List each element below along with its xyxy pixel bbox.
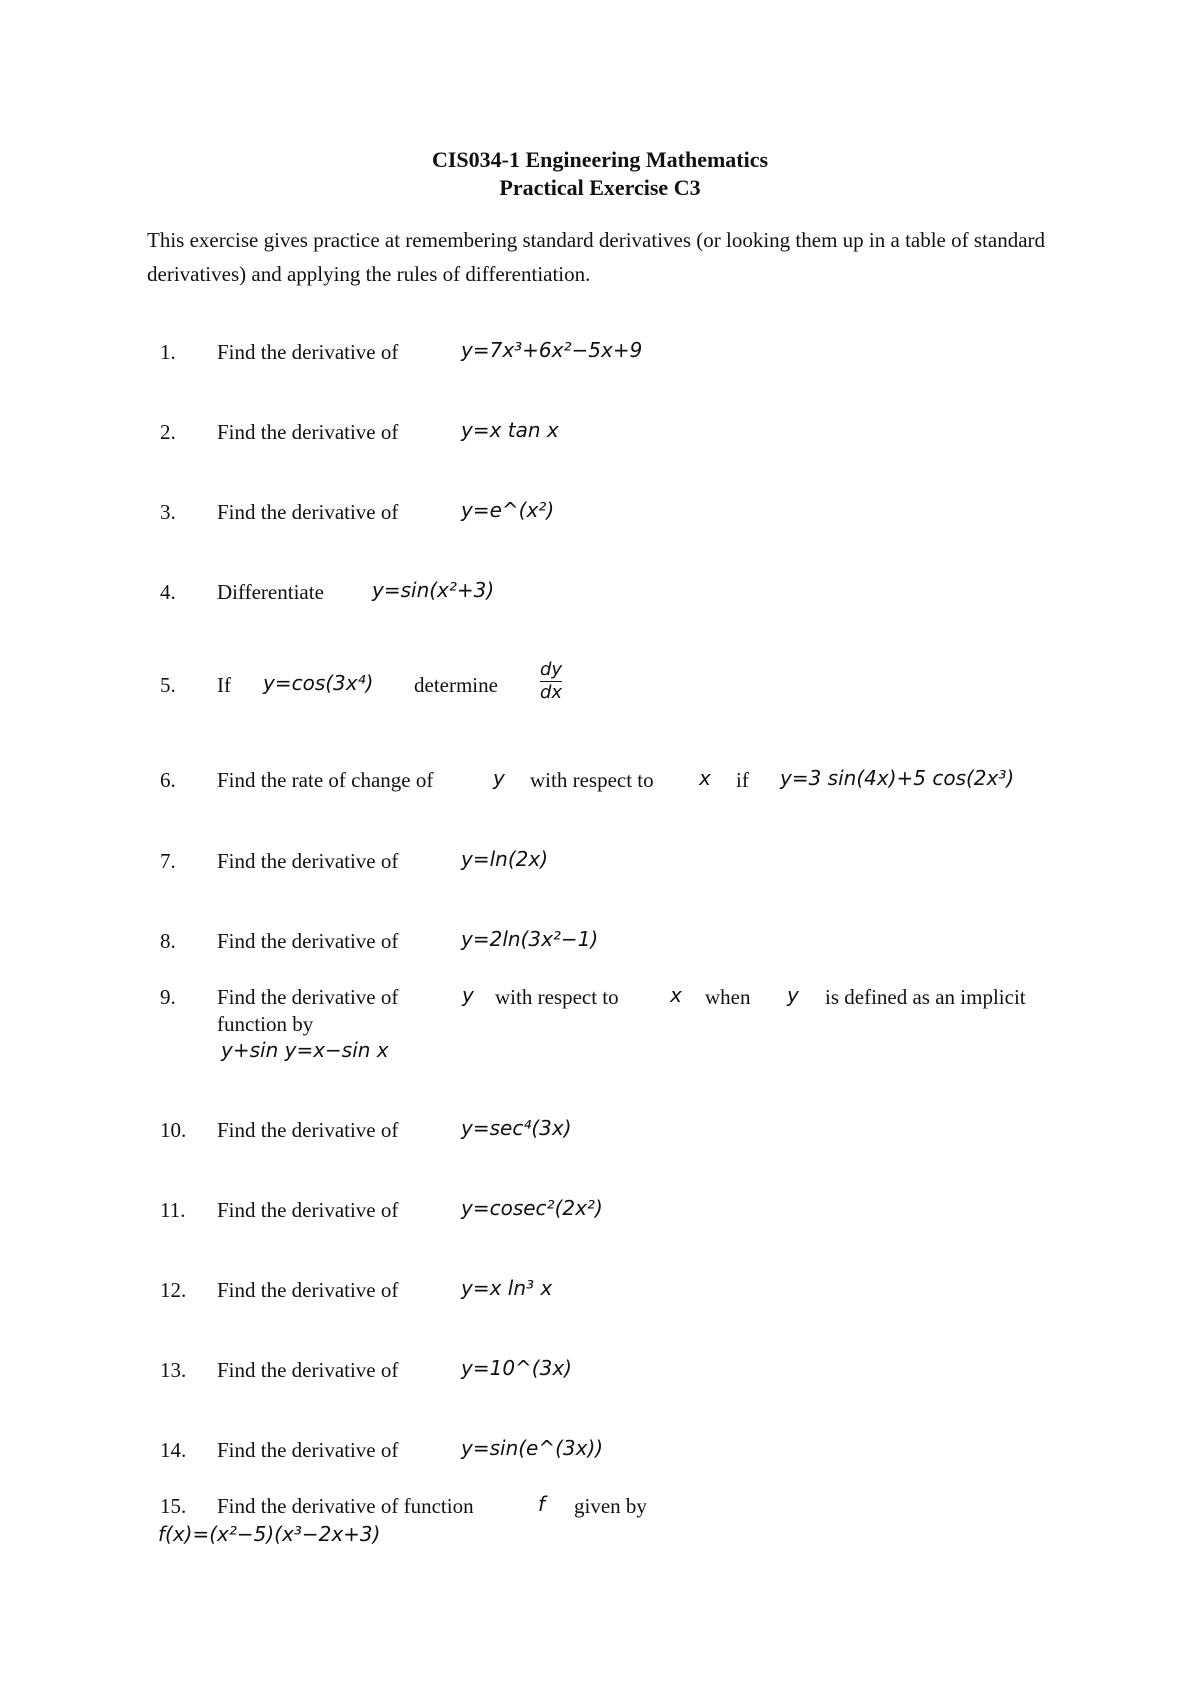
question-text: Find the derivative of bbox=[217, 849, 399, 873]
question-expression: y=sin(x²+3) bbox=[372, 578, 495, 602]
exercise-title: Practical Exercise C3 bbox=[499, 175, 701, 200]
question-9-line-2: function by bbox=[217, 1012, 314, 1036]
question-text: Find the derivative of bbox=[217, 1198, 399, 1222]
question-variable: y bbox=[787, 983, 799, 1007]
question-text: Find the derivative of bbox=[217, 1438, 399, 1462]
question-expression: y=cosec²(2x²) bbox=[461, 1196, 603, 1220]
question-number: 11. bbox=[160, 1198, 186, 1222]
question-number: 6. bbox=[160, 768, 176, 792]
question-text: Find the derivative of bbox=[217, 1358, 399, 1382]
question-number: 2. bbox=[160, 420, 176, 444]
question-variable: x bbox=[670, 983, 682, 1007]
question-text-4: is defined as an implicit bbox=[825, 985, 1026, 1009]
question-variable: y bbox=[462, 983, 474, 1007]
question-number: 12. bbox=[160, 1278, 187, 1302]
question-text: Find the derivative of bbox=[217, 985, 399, 1009]
question-variable: y bbox=[493, 766, 505, 790]
question-number: 8. bbox=[160, 929, 176, 953]
question-expression: y=2ln(3x²−1) bbox=[461, 927, 599, 951]
question-number: 3. bbox=[160, 500, 176, 524]
question-number: 14. bbox=[160, 1438, 187, 1462]
question-variable: f bbox=[538, 1492, 546, 1516]
question-number: 5. bbox=[160, 673, 176, 697]
question-expression: y=x ln³ x bbox=[461, 1276, 553, 1300]
question-text-2: with respect to bbox=[530, 768, 654, 792]
question-number: 1. bbox=[160, 340, 176, 364]
question-text: Find the derivative of bbox=[217, 340, 399, 364]
question-text: Find the derivative of bbox=[217, 1278, 399, 1302]
question-number: 13. bbox=[160, 1358, 187, 1382]
question-9-expression: y+sin y=x−sin x bbox=[221, 1038, 389, 1062]
dy-dx-fraction bbox=[540, 659, 562, 704]
question-15-expression: f(x)=(x²−5)(x³−2x+3) bbox=[158, 1522, 381, 1546]
question-expression: y=sec⁴(3x) bbox=[461, 1116, 572, 1140]
question-number: 10. bbox=[160, 1118, 187, 1142]
question-expression: y=e^(x²) bbox=[461, 498, 555, 522]
question-number: 9. bbox=[160, 985, 176, 1009]
question-text: Differentiate bbox=[217, 580, 324, 604]
question-text: Find the rate of change of bbox=[217, 768, 434, 792]
question-text-3: when bbox=[705, 985, 751, 1009]
question-number: 15. bbox=[160, 1494, 187, 1518]
question-number: 7. bbox=[160, 849, 176, 873]
fraction-denominator: dx bbox=[540, 682, 563, 703]
question-expression: y=10^(3x) bbox=[461, 1356, 572, 1380]
intro-paragraph: This exercise gives practice at remembering standard derivatives (or looking them up in a table of standard derivatives) and applying the rules of differentiation. bbox=[147, 228, 1046, 286]
question-text-2: determine bbox=[414, 673, 498, 697]
question-text: Find the derivative of function bbox=[217, 1494, 474, 1518]
question-text-2: given by bbox=[574, 1494, 647, 1518]
question-text: Find the derivative of bbox=[217, 1118, 399, 1142]
question-expression: y=cos(3x⁴) bbox=[263, 671, 374, 695]
question-number: 4. bbox=[160, 580, 176, 604]
question-text-2: with respect to bbox=[495, 985, 619, 1009]
question-variable: x bbox=[699, 766, 711, 790]
question-text-3: if bbox=[736, 768, 749, 792]
question-expression: y=3 sin(4x)+5 cos(2x³) bbox=[780, 766, 1015, 790]
fraction-numerator: dy bbox=[540, 659, 563, 680]
question-expression: y=sin(e^(3x)) bbox=[461, 1436, 604, 1460]
question-text: Find the derivative of bbox=[217, 500, 399, 524]
question-expression: y=7x³+6x²−5x+9 bbox=[461, 338, 643, 362]
question-text: Find the derivative of bbox=[217, 420, 399, 444]
question-expression: y=x tan x bbox=[461, 418, 559, 442]
question-text: Find the derivative of bbox=[217, 929, 399, 953]
course-title: CIS034-1 Engineering Mathematics bbox=[431, 147, 769, 172]
question-expression: y=ln(2x) bbox=[461, 847, 548, 871]
question-text: If bbox=[217, 673, 231, 697]
